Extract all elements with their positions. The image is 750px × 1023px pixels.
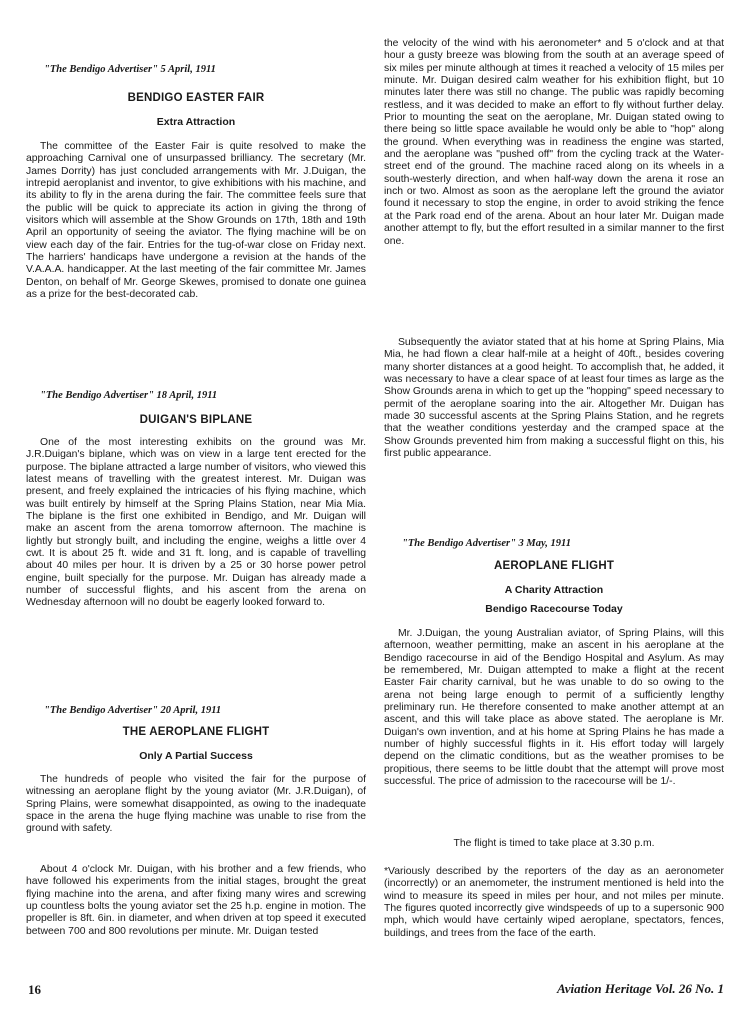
article-source-1: "The Bendigo Advertiser" 5 April, 1911 xyxy=(44,64,216,75)
footnote: *Variously described by the reporters of the day as an aeronometer (incorrectly) or an anemometer, the instrument mentioned is held into the wind to measure its speed in miles per hour, and not miles per minute. The figures quoted incorrectly give windspeeds of up to a supersonic 900 mph, which would have certainly wiped aeroplane, spectators, fences, buildings, and trees from the face of the earth. xyxy=(384,866,724,939)
article-source-3: "The Bendigo Advertiser" 20 April, 1911 xyxy=(44,705,222,716)
article-subhead-1: Extra Attraction xyxy=(156,116,236,128)
journal-title: Aviation Heritage Vol. 26 No. 1 xyxy=(557,981,724,996)
article-headline-3: THE AEROPLANE FLIGHT xyxy=(122,726,270,738)
article-4-paragraph-1: Mr. J.Duigan, the young Australian aviator, of Spring Plains, will this afternoon, weather permitting, make an ascent in his aeroplane at the Bendigo racecourse in aid of the Bendigo Hospital and Asylum. As may be remembered, Mr. Duigan attempted to make a flight at the recent Easter Fair charity carnival, but he was unable to do so owing to the arena not being large enough to permit of a sufficiently lengthy preliminary run. He therefore consented to make another attempt at an ascent, and this will take place as above stated. The aeroplane is Mr. Duigan's own invention, and at his home at Spring Plains he has made a number of highly successful flights in it. His effort today will largely depend on the climatic conditions, but as the weather promises to be propitious, there seems to be little doubt that the attempt will prove most successful. The price of admission to the racecourse will be 1/-. xyxy=(384,628,724,788)
continuation-paragraph-2: Subsequently the aviator stated that at his home at Spring Plains, Mia Mia, he had flown a clear half-mile at a height of 40ft., besides covering many shorter distances at a good height. To accomplish that, he added, it was necessary to have a clear space of at least four times as large as the Show Grounds arena in which to get up the "hopping" speed necessary to permit of the aeroplane soaring into the air. Altogether Mr. Duigan has made 30 successful ascents at the Spring Plains Station, and he regrets that the weather conditions yesterday and the cramped space at the Show Grounds prevented him from making a successful flight on this, his first public appearance. xyxy=(384,337,724,460)
article-headline-4: AEROPLANE FLIGHT xyxy=(493,560,615,572)
article-4-paragraph-2: The flight is timed to take place at 3.30 p.m. xyxy=(453,838,655,849)
continuation-paragraph-1: the velocity of the wind with his aeronometer* and 5 o'clock and at that hour a gusty breeze was blowing from the south at an average speed of six miles per minute although at times it reached a velocity of 15 miles per minute. Mr. Duigan desired calm weather for his exhibition flight, but 10 minutes later there was still no change. The public was rapidly becoming restless, and it was decided to make an effort to fly without further delay. Prior to mounting the seat on the aeroplane, Mr. Duigan stated owing to there being so little space available he would only be able to "hop" along the ground. When everything was in readiness the engine was started, and the aeroplane was "pushed off" from the cycling track at the Water-street end of the ground. The machine raced along on its wheels in a south-westerly direction, and when half-way down the arena it rose an inch or two. Almost as soon as the aeroplane left the ground the aviator found it necessary to stop the engine, in order to avoid striking the fence at the Park road end of the arena. About an hour later Mr. Duigan made another attempt to fly, but the effort resulted in a similar manner to the first one. xyxy=(384,38,724,247)
article-1-paragraph-1: The committee of the Easter Fair is quite resolved to make the approaching Carnival one of unsurpassed brilliancy. The secretary (Mr. James Dorrity) has just concluded arrangements with Mr. J.Duigan, the intrepid aeroplanist and inventor, to give exhibitions with his machine, and its ability to fly in the arena during the fair. The committee feels sure that the public will be quick to appreciate its action in giving the throng of visitors which will assemble at the Show Grounds on 17th, 18th and 19th April an opportunity of seeing the aviator. The flying machine will be on view each day of the fair. Entries for the tug-of-war close on Friday next. The harriers' handicaps have undergone a revision at the hands of the V.A.A.A. handicapper. At the last meeting of the fair committee Mr. James Denton, on behalf of Mr. George Skewes, promised to donate one guinea as a prize for the best-decorated cab. xyxy=(26,141,366,301)
article-headline-1: BENDIGO EASTER FAIR xyxy=(127,92,265,104)
article-3-paragraph-1: The hundreds of people who visited the fair for the purpose of witnessing an aeroplane flight by the young aviator (Mr. J.R.Duigan), of Spring Plains, were somewhat disappointed, as owing to the inadequate space in the arena the huge flying machine was unable to rise from the ground with safety. xyxy=(26,774,366,835)
article-headline-2: DUIGAN'S BIPLANE xyxy=(139,414,253,426)
article-source-2: "The Bendigo Advertiser" 18 April, 1911 xyxy=(40,390,218,401)
article-source-4: "The Bendigo Advertiser" 3 May, 1911 xyxy=(402,538,571,549)
article-subhead-4a: A Charity Attraction xyxy=(504,584,604,596)
article-2-paragraph-1: One of the most interesting exhibits on the ground was Mr. J.R.Duigan's biplane, which was on view in a large tent erected for the purpose. The biplane attracted a large number of visitors, who viewed this latest means of travelling with the greatest interest. Mr. Duigan was present, and freely explained the intricacies of his flying machine, which was built entirely by himself at the Spring Plains Station, near Mia Mia. The biplane is the first one exhibited in Bendigo, and Mr. Duigan will make an ascent from the arena tomorrow afternoon. The machine is lightly but strongly built, and including the engine, weighs a little over 4 cwt. It is about 25 ft. wide and 31 ft. long, and is capable of travelling about 40 miles per hour. It is driven by a 25 or 30 horse power petrol engine, built specially for the purpose. Mr. Duigan has already made a number of successful flights, and his ascent from the arena on Wednesday afternoon will no doubt be eagerly looked forward to. xyxy=(26,437,366,609)
article-3-paragraph-2: About 4 o'clock Mr. Duigan, with his brother and a few friends, who have followed his experiments from the initial stages, brought the great flying machine into the arena, and after fixing many wires and screwing up countless bolts the young aviator set the 25 h.p. engine in motion. The propeller is 8ft. 6in. in diameter, and when driven at top speed it executed between 700 and 800 revolutions per minute. Mr. Duigan tested xyxy=(26,864,366,937)
page-number: 16 xyxy=(28,982,41,997)
article-subhead-4b: Bendigo Racecourse Today xyxy=(485,603,623,615)
article-subhead-3: Only A Partial Success xyxy=(139,750,253,762)
